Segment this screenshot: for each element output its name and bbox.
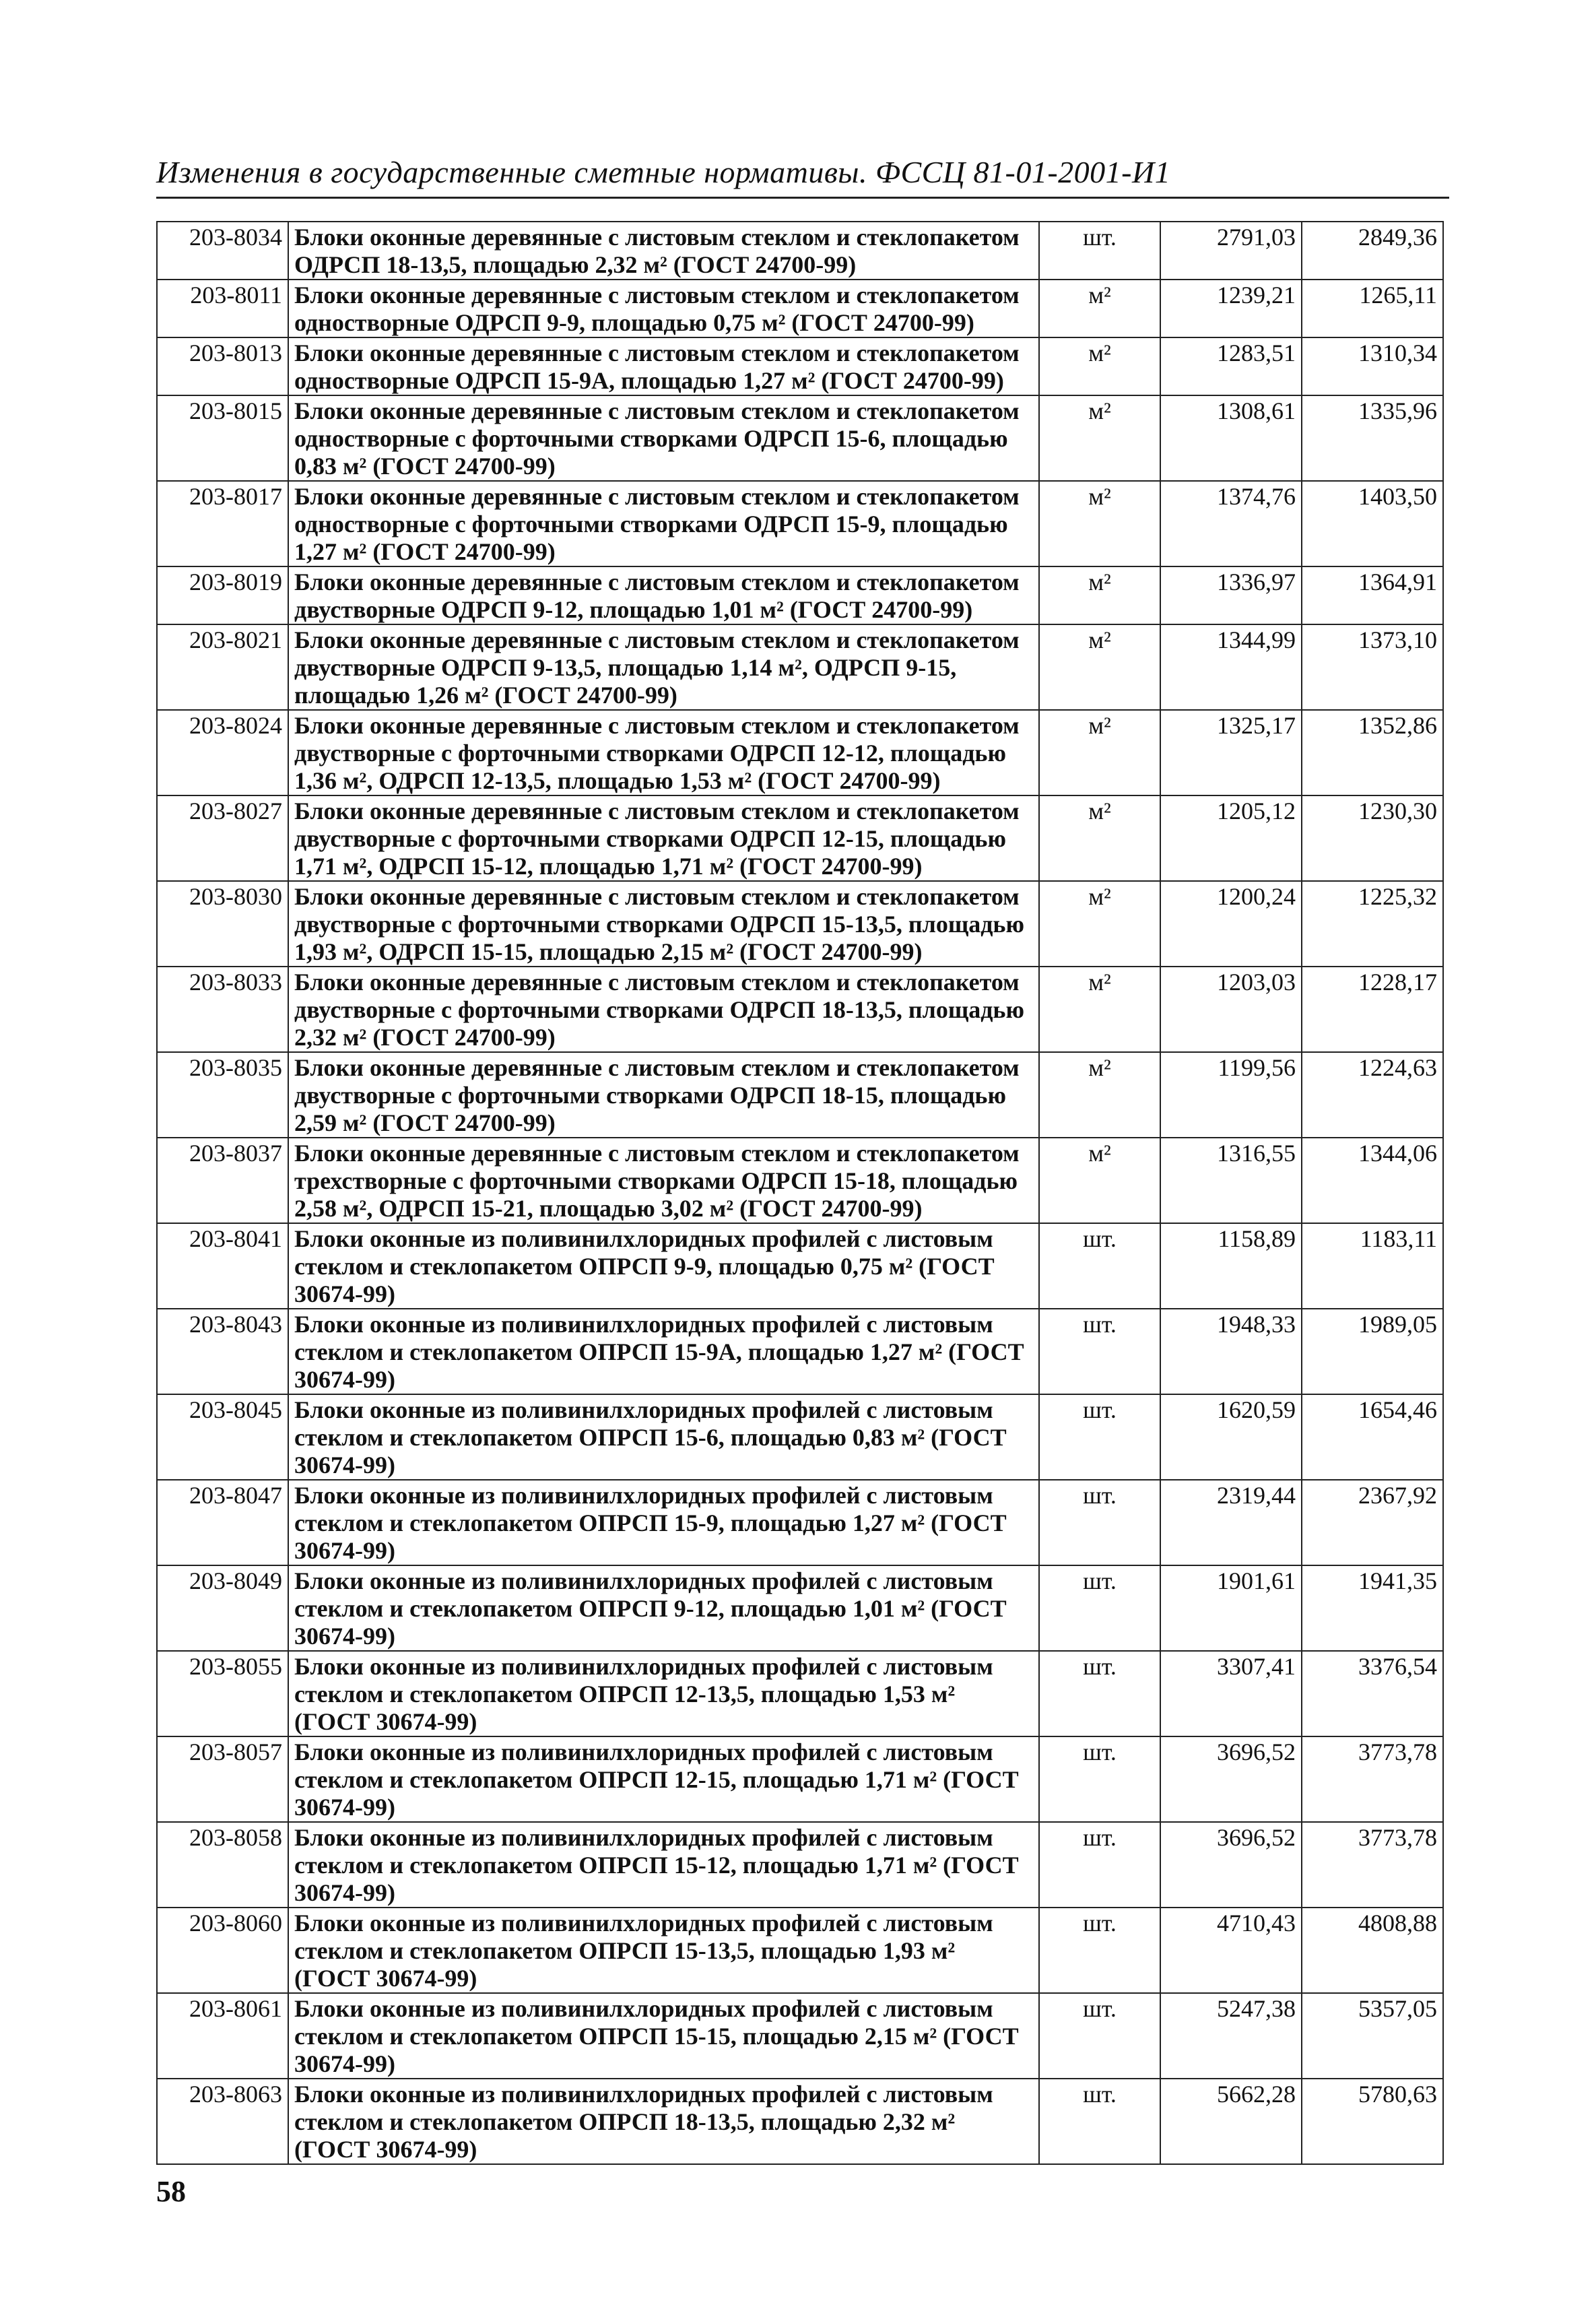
item-unit: м² — [1039, 566, 1160, 624]
item-code: 203-8034 — [157, 222, 288, 280]
item-unit: м² — [1039, 395, 1160, 481]
item-price-2: 1941,35 — [1302, 1565, 1443, 1651]
item-code: 203-8061 — [157, 1993, 288, 2079]
item-name: Блоки оконные деревянные с листовым стеклом и стеклопакетом двустворные ОДРСП 9-13,5, площадью 1,14 м², ОДРСП 9-15, площадью 1,26 м² (ГОСТ 24700-99) — [288, 624, 1039, 710]
table-row — [157, 1908, 1443, 1993]
item-name: Блоки оконные деревянные с листовым стеклом и стеклопакетом одностворные ОДРСП 15-9А, площадью 1,27 м² (ГОСТ 24700-99) — [288, 337, 1039, 395]
item-unit: шт. — [1039, 1736, 1160, 1822]
item-price-2: 1265,11 — [1302, 280, 1443, 337]
table-row — [157, 967, 1443, 1052]
table-row — [157, 1138, 1443, 1223]
table-row — [157, 481, 1443, 566]
table-row — [157, 1309, 1443, 1394]
item-price-1: 1200,24 — [1160, 881, 1302, 967]
item-code: 203-8015 — [157, 395, 288, 481]
table-row — [157, 1651, 1443, 1736]
item-code: 203-8058 — [157, 1822, 288, 1908]
item-name: Блоки оконные из поливинилхлоридных профилей с листовым стеклом и стеклопакетом ОПРСП 15-13,5, площадью 1,93 м² (ГОСТ 30674-99) — [288, 1908, 1039, 1993]
item-unit: шт. — [1039, 1394, 1160, 1480]
item-unit: м² — [1039, 967, 1160, 1052]
item-code: 203-8049 — [157, 1565, 288, 1651]
table-row — [157, 1822, 1443, 1908]
item-unit: шт. — [1039, 1908, 1160, 1993]
item-name: Блоки оконные из поливинилхлоридных профилей с листовым стеклом и стеклопакетом ОПРСП 12-13,5, площадью 1,53 м² (ГОСТ 30674-99) — [288, 1651, 1039, 1736]
item-code: 203-8060 — [157, 1908, 288, 1993]
item-unit: м² — [1039, 337, 1160, 395]
item-price-1: 2791,03 — [1160, 222, 1302, 280]
item-unit: м² — [1039, 280, 1160, 337]
table-row — [157, 337, 1443, 395]
item-code: 203-8041 — [157, 1223, 288, 1309]
item-unit: м² — [1039, 481, 1160, 566]
item-price-2: 5357,05 — [1302, 1993, 1443, 2079]
item-unit: шт. — [1039, 1223, 1160, 1309]
item-code: 203-8037 — [157, 1138, 288, 1223]
item-code: 203-8011 — [157, 280, 288, 337]
item-price-1: 3696,52 — [1160, 1736, 1302, 1822]
item-price-1: 5247,38 — [1160, 1993, 1302, 2079]
table-row — [157, 566, 1443, 624]
item-price-2: 1183,11 — [1302, 1223, 1443, 1309]
item-unit: шт. — [1039, 222, 1160, 280]
item-price-2: 1228,17 — [1302, 967, 1443, 1052]
item-code: 203-8045 — [157, 1394, 288, 1480]
item-price-1: 1620,59 — [1160, 1394, 1302, 1480]
item-name: Блоки оконные из поливинилхлоридных профилей с листовым стеклом и стеклопакетом ОПРСП 12-15, площадью 1,71 м² (ГОСТ 30674-99) — [288, 1736, 1039, 1822]
table-row — [157, 710, 1443, 795]
item-code: 203-8021 — [157, 624, 288, 710]
table-row — [157, 1993, 1443, 2079]
item-code: 203-8027 — [157, 795, 288, 881]
item-code: 203-8035 — [157, 1052, 288, 1138]
item-price-2: 5780,63 — [1302, 2079, 1443, 2164]
table-row — [157, 1394, 1443, 1480]
item-name: Блоки оконные из поливинилхлоридных профилей с листовым стеклом и стеклопакетом ОПРСП 9-12, площадью 1,01 м² (ГОСТ 30674-99) — [288, 1565, 1039, 1651]
page-header-title: Изменения в государственные сметные нормативы. ФССЦ 81-01-2001-И1 — [156, 154, 1449, 199]
item-unit: м² — [1039, 624, 1160, 710]
table-row — [157, 1223, 1443, 1309]
item-price-1: 1308,61 — [1160, 395, 1302, 481]
price-table — [156, 221, 1444, 2165]
item-code: 203-8033 — [157, 967, 288, 1052]
item-price-1: 3307,41 — [1160, 1651, 1302, 1736]
item-unit: м² — [1039, 710, 1160, 795]
item-price-1: 3696,52 — [1160, 1822, 1302, 1908]
item-name: Блоки оконные из поливинилхлоридных профилей с листовым стеклом и стеклопакетом ОПРСП 15-6, площадью 0,83 м² (ГОСТ 30674-99) — [288, 1394, 1039, 1480]
item-name: Блоки оконные деревянные с листовым стеклом и стеклопакетом двустворные с форточными створками ОДРСП 18-15, площадью 2,59 м² (ГОСТ 24700-99) — [288, 1052, 1039, 1138]
page-number: 58 — [156, 2175, 186, 2208]
item-price-1: 1948,33 — [1160, 1309, 1302, 1394]
item-unit: шт. — [1039, 1309, 1160, 1394]
item-price-2: 1364,91 — [1302, 566, 1443, 624]
item-price-1: 1316,55 — [1160, 1138, 1302, 1223]
item-name: Блоки оконные деревянные с листовым стеклом и стеклопакетом двустворные ОДРСП 9-12, площадью 1,01 м² (ГОСТ 24700-99) — [288, 566, 1039, 624]
item-unit: шт. — [1039, 1651, 1160, 1736]
item-price-2: 1225,32 — [1302, 881, 1443, 967]
table-row — [157, 1565, 1443, 1651]
table-row — [157, 795, 1443, 881]
item-name: Блоки оконные из поливинилхлоридных профилей с листовым стеклом и стеклопакетом ОПРСП 15-15, площадью 2,15 м² (ГОСТ 30674-99) — [288, 1993, 1039, 2079]
item-unit: м² — [1039, 795, 1160, 881]
item-price-2: 3376,54 — [1302, 1651, 1443, 1736]
item-name: Блоки оконные деревянные с листовым стеклом и стеклопакетом ОДРСП 18-13,5, площадью 2,32 м² (ГОСТ 24700-99) — [288, 222, 1039, 280]
item-price-2: 1310,34 — [1302, 337, 1443, 395]
item-price-2: 3773,78 — [1302, 1822, 1443, 1908]
table-row — [157, 222, 1443, 280]
item-price-1: 1344,99 — [1160, 624, 1302, 710]
item-price-1: 1199,56 — [1160, 1052, 1302, 1138]
item-price-1: 2319,44 — [1160, 1480, 1302, 1565]
item-name: Блоки оконные деревянные с листовым стеклом и стеклопакетом двустворные с форточными створками ОДРСП 15-13,5, площадью 1,93 м², ОДРСП 15-15, площадью 2,15 м² (ГОСТ 24700-99) — [288, 881, 1039, 967]
item-name: Блоки оконные из поливинилхлоридных профилей с листовым стеклом и стеклопакетом ОПРСП 18-13,5, площадью 2,32 м² (ГОСТ 30674-99) — [288, 2079, 1039, 2164]
item-code: 203-8017 — [157, 481, 288, 566]
item-price-2: 1224,63 — [1302, 1052, 1443, 1138]
table-row — [157, 1736, 1443, 1822]
table-row — [157, 624, 1443, 710]
item-price-1: 1336,97 — [1160, 566, 1302, 624]
item-price-1: 4710,43 — [1160, 1908, 1302, 1993]
table-row — [157, 1052, 1443, 1138]
price-table-body — [157, 222, 1443, 2164]
item-price-2: 1335,96 — [1302, 395, 1443, 481]
item-name: Блоки оконные деревянные с листовым стеклом и стеклопакетом одностворные с форточными створками ОДРСП 15-6, площадью 0,83 м² (ГОСТ 24700-99) — [288, 395, 1039, 481]
item-price-2: 2367,92 — [1302, 1480, 1443, 1565]
item-unit: шт. — [1039, 1480, 1160, 1565]
item-price-2: 1352,86 — [1302, 710, 1443, 795]
item-name: Блоки оконные из поливинилхлоридных профилей с листовым стеклом и стеклопакетом ОПРСП 15-12, площадью 1,71 м² (ГОСТ 30674-99) — [288, 1822, 1039, 1908]
table-row — [157, 395, 1443, 481]
item-code: 203-8055 — [157, 1651, 288, 1736]
item-name: Блоки оконные из поливинилхлоридных профилей с листовым стеклом и стеклопакетом ОПРСП 9-9, площадью 0,75 м² (ГОСТ 30674-99) — [288, 1223, 1039, 1309]
item-name: Блоки оконные деревянные с листовым стеклом и стеклопакетом трехстворные с форточными створками ОДРСП 15-18, площадью 2,58 м², ОДРСП 15-21, площадью 3,02 м² (ГОСТ 24700-99) — [288, 1138, 1039, 1223]
item-price-2: 3773,78 — [1302, 1736, 1443, 1822]
item-code: 203-8013 — [157, 337, 288, 395]
item-unit: м² — [1039, 1138, 1160, 1223]
item-price-1: 1283,51 — [1160, 337, 1302, 395]
item-unit: м² — [1039, 1052, 1160, 1138]
table-row — [157, 2079, 1443, 2164]
table-row — [157, 881, 1443, 967]
item-price-1: 1374,76 — [1160, 481, 1302, 566]
item-name: Блоки оконные деревянные с листовым стеклом и стеклопакетом одностворные с форточными створками ОДРСП 15-9, площадью 1,27 м² (ГОСТ 24700-99) — [288, 481, 1039, 566]
item-price-1: 1325,17 — [1160, 710, 1302, 795]
item-name: Блоки оконные деревянные с листовым стеклом и стеклопакетом двустворные с форточными створками ОДРСП 18-13,5, площадью 2,32 м² (ГОСТ 24700-99) — [288, 967, 1039, 1052]
item-unit: шт. — [1039, 1993, 1160, 2079]
item-unit: шт. — [1039, 1822, 1160, 1908]
table-row — [157, 280, 1443, 337]
item-unit: шт. — [1039, 2079, 1160, 2164]
item-code: 203-8057 — [157, 1736, 288, 1822]
item-code: 203-8019 — [157, 566, 288, 624]
item-unit: шт. — [1039, 1565, 1160, 1651]
item-unit: м² — [1039, 881, 1160, 967]
item-name: Блоки оконные из поливинилхлоридных профилей с листовым стеклом и стеклопакетом ОПРСП 15-9А, площадью 1,27 м² (ГОСТ 30674-99) — [288, 1309, 1039, 1394]
item-code: 203-8063 — [157, 2079, 288, 2164]
item-code: 203-8043 — [157, 1309, 288, 1394]
item-price-2: 1989,05 — [1302, 1309, 1443, 1394]
item-name: Блоки оконные деревянные с листовым стеклом и стеклопакетом двустворные с форточными створками ОДРСП 12-15, площадью 1,71 м², ОДРСП 15-12, площадью 1,71 м² (ГОСТ 24700-99) — [288, 795, 1039, 881]
item-price-2: 1403,50 — [1302, 481, 1443, 566]
item-price-1: 1158,89 — [1160, 1223, 1302, 1309]
item-price-1: 1239,21 — [1160, 280, 1302, 337]
item-price-1: 1203,03 — [1160, 967, 1302, 1052]
item-price-1: 5662,28 — [1160, 2079, 1302, 2164]
item-code: 203-8047 — [157, 1480, 288, 1565]
item-price-1: 1901,61 — [1160, 1565, 1302, 1651]
item-price-1: 1205,12 — [1160, 795, 1302, 881]
table-row — [157, 1480, 1443, 1565]
item-name: Блоки оконные из поливинилхлоридных профилей с листовым стеклом и стеклопакетом ОПРСП 15-9, площадью 1,27 м² (ГОСТ 30674-99) — [288, 1480, 1039, 1565]
item-price-2: 1344,06 — [1302, 1138, 1443, 1223]
item-code: 203-8030 — [157, 881, 288, 967]
item-name: Блоки оконные деревянные с листовым стеклом и стеклопакетом двустворные с форточными створками ОДРСП 12-12, площадью 1,36 м², ОДРСП 12-13,5, площадью 1,53 м² (ГОСТ 24700-99) — [288, 710, 1039, 795]
item-code: 203-8024 — [157, 710, 288, 795]
item-price-2: 1654,46 — [1302, 1394, 1443, 1480]
item-price-2: 4808,88 — [1302, 1908, 1443, 1993]
item-price-2: 2849,36 — [1302, 222, 1443, 280]
item-name: Блоки оконные деревянные с листовым стеклом и стеклопакетом одностворные ОДРСП 9-9, площадью 0,75 м² (ГОСТ 24700-99) — [288, 280, 1039, 337]
item-price-2: 1373,10 — [1302, 624, 1443, 710]
item-price-2: 1230,30 — [1302, 795, 1443, 881]
